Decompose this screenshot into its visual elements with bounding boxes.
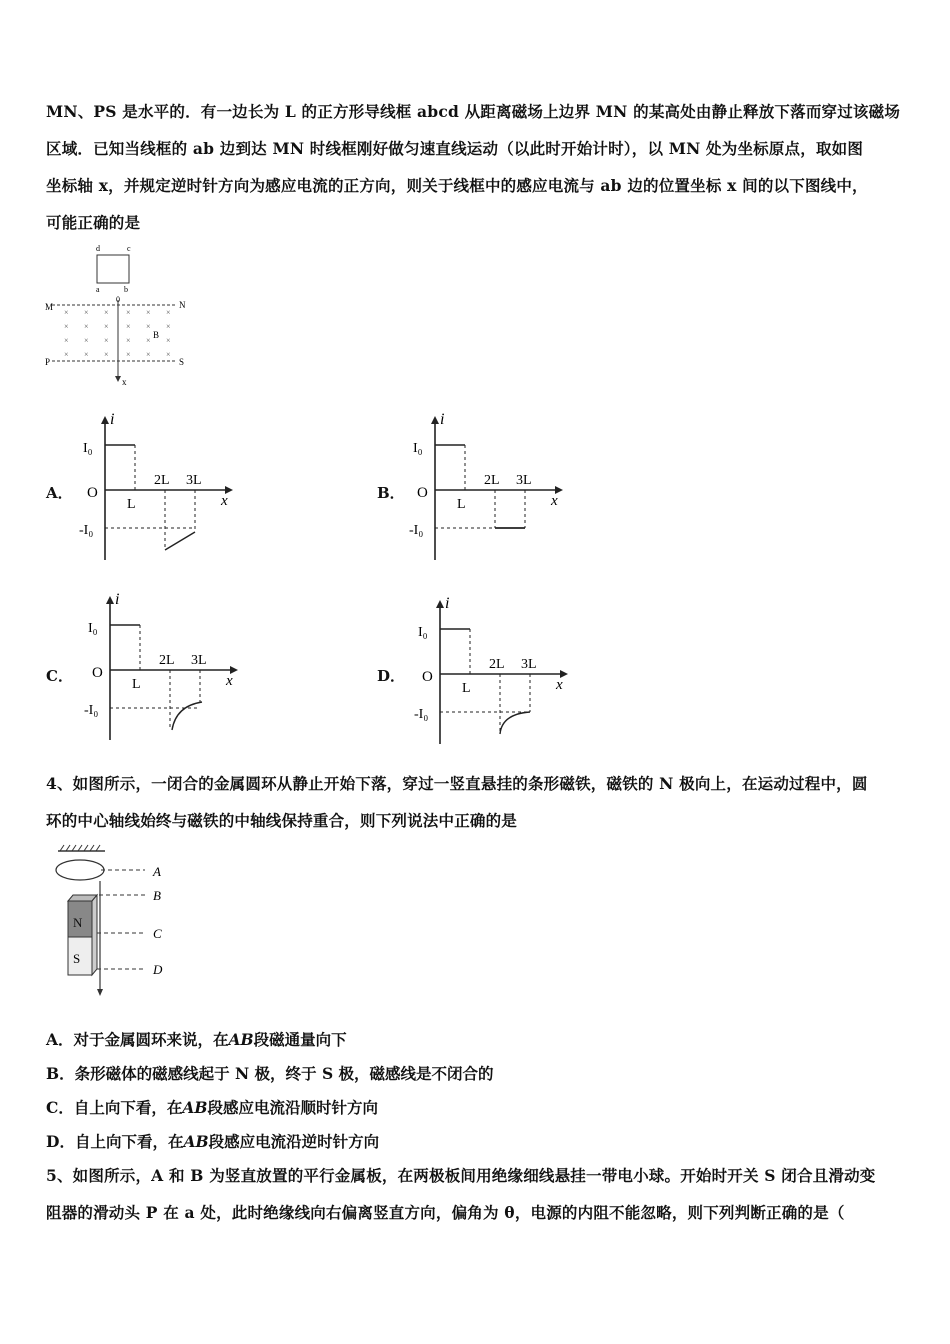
i-arrow-icon	[436, 600, 444, 608]
option-c-label: C．	[46, 667, 73, 685]
field-cross-icon: ×	[166, 308, 171, 317]
origin-o: O	[417, 485, 428, 501]
field-cross-icon: ×	[64, 350, 69, 359]
field-cross-icon: ×	[166, 336, 171, 345]
q5-line: 5、如图所示，A 和 B 为竖直放置的平行金属板，在两极板间用绝缘细线悬挂一带电小球。开始时开关 S 闭合且滑动变	[46, 1166, 876, 1185]
field-cross-icon: ×	[126, 336, 131, 345]
axis-x: x	[226, 673, 233, 689]
question-4-text	[46, 765, 910, 839]
i-arrow-icon	[431, 416, 439, 424]
q4-choice-b[interactable]: B．条形磁体的磁感线起于 N 极，终于 S 极，磁感线是不闭合的	[46, 1064, 494, 1083]
label-p: P	[45, 357, 51, 367]
axis-x: x	[221, 493, 228, 509]
q5-line: 阻器的滑动头 P 在 a 处，此时绝缘线向右偏离竖直方向，偏角为 θ，电源的内阻不能忽略，则下列判断正确的是（	[46, 1203, 845, 1222]
field-cross-icon: ×	[104, 308, 109, 317]
field-cross-icon: ×	[84, 336, 89, 345]
field-cross-icon: ×	[126, 308, 131, 317]
graph-c	[80, 590, 250, 748]
origin-o: O	[92, 665, 103, 681]
field-cross-icon: ×	[146, 336, 151, 345]
origin-o: O	[87, 485, 98, 501]
tick-neg-i0: -I₀	[84, 703, 99, 718]
tick-neg-i0: -I₀	[414, 707, 429, 722]
field-cross-icon: ×	[166, 350, 171, 359]
tick-l: L	[457, 497, 466, 512]
option-a-label: A．	[46, 484, 73, 502]
tick-3l: 3L	[186, 473, 202, 488]
tick-3l: 3L	[191, 653, 207, 668]
axis-x: x	[551, 493, 558, 509]
tick-3l: 3L	[516, 473, 532, 488]
field-cross-icon: ×	[64, 336, 69, 345]
tick-neg-i0: -I₀	[79, 523, 94, 538]
field-cross-icon: ×	[104, 350, 109, 359]
tick-2l: 2L	[489, 657, 505, 672]
tick-l: L	[462, 681, 471, 696]
graph-a	[75, 410, 245, 568]
q4-magnet-figure	[50, 843, 190, 1003]
tick-i0: I₀	[418, 625, 428, 640]
label-b: B	[153, 330, 160, 340]
q4-choice-c[interactable]: C．自上向下看，在AB段感应电流沿顺时针方向	[46, 1098, 378, 1117]
origin-o: O	[422, 669, 433, 685]
tick-2l: 2L	[484, 473, 500, 488]
option-b-label: B．	[377, 484, 405, 502]
label-s: S	[179, 357, 185, 367]
field-cross-icon: ×	[126, 350, 131, 359]
metal-ring	[56, 860, 104, 880]
corner-a: a	[96, 285, 100, 294]
i-arrow-icon	[101, 416, 109, 424]
graph-b	[405, 410, 575, 568]
i-arrow-icon	[106, 596, 114, 604]
tick-l: L	[132, 677, 141, 692]
tick-2l: 2L	[154, 473, 170, 488]
q3-magnetic-field-figure	[42, 240, 202, 390]
field-cross-icon: ×	[104, 336, 109, 345]
label-c: C	[153, 926, 162, 941]
field-cross-icon: ×	[64, 322, 69, 331]
tick-2l: 2L	[159, 653, 175, 668]
tick-3l: 3L	[521, 657, 537, 672]
field-cross-icon: ×	[166, 322, 171, 331]
field-cross-icon: ×	[84, 350, 89, 359]
label-n: N	[179, 300, 186, 310]
field-cross-icon: ×	[64, 308, 69, 317]
label-x: x	[122, 377, 127, 387]
field-cross-icon: ×	[146, 308, 151, 317]
graph-d	[410, 594, 580, 752]
axis-i: i	[440, 411, 445, 428]
q3-line: 区域．已知当线框的 ab 边到达 MN 时线框刚好做匀速直线运动（以此时开始计时），以 MN 处为坐标原点，取如图	[46, 139, 864, 158]
question-3-text	[46, 93, 910, 241]
label-b: B	[153, 888, 161, 903]
label-a: A	[153, 864, 161, 879]
q3-line: 坐标轴 x，并规定逆时针方向为感应电流的正方向，则关于线框中的感应电流与 ab 边的位置坐标 x 间的以下图线中，	[46, 176, 868, 195]
tick-l: L	[127, 497, 136, 512]
label-m: M	[45, 302, 54, 312]
field-cross-icon: ×	[84, 308, 89, 317]
field-cross-icon: ×	[146, 322, 151, 331]
field-cross-icon: ×	[84, 322, 89, 331]
label-s: S	[73, 951, 81, 966]
axis-i: i	[110, 411, 115, 428]
q3-line: MN、PS 是水平的．有一边长为 L 的正方形导线框 abcd 从距离磁场上边界 MN 的某高处由静止释放下落而穿过该磁场	[46, 102, 901, 121]
tick-i0: I₀	[83, 441, 93, 456]
question-5-text	[46, 1157, 910, 1231]
field-cross-icon: ×	[146, 350, 151, 359]
q4-line: 环的中心轴线始终与磁铁的中轴线保持重合，则下列说法中正确的是	[46, 811, 518, 830]
axis-i: i	[445, 595, 450, 612]
tick-i0: I₀	[413, 441, 423, 456]
label-n: N	[73, 915, 83, 930]
q4-line: 4、如图所示，一闭合的金属圆环从静止开始下落，穿过一竖直悬挂的条形磁铁，磁铁的 N 极向上，在运动过程中，圆	[46, 774, 868, 793]
field-cross-icon: ×	[104, 322, 109, 331]
axis-i: i	[115, 591, 120, 608]
q4-choice-d[interactable]: D．自上向下看，在AB段感应电流沿逆时针方向	[46, 1132, 380, 1151]
q4-choice-a[interactable]: A．对于金属圆环来说，在AB段磁通量向下	[46, 1030, 347, 1049]
corner-b: b	[124, 285, 128, 294]
origin-0: 0	[116, 295, 120, 304]
option-d-label: D．	[377, 667, 406, 685]
q3-line: 可能正确的是	[46, 213, 141, 232]
label-d: D	[153, 962, 163, 977]
tick-neg-i0: -I₀	[409, 523, 424, 538]
corner-d: d	[96, 244, 100, 253]
corner-c: c	[127, 244, 131, 253]
tick-i0: I₀	[88, 621, 98, 636]
field-cross-icon: ×	[126, 322, 131, 331]
axis-x: x	[556, 677, 563, 693]
